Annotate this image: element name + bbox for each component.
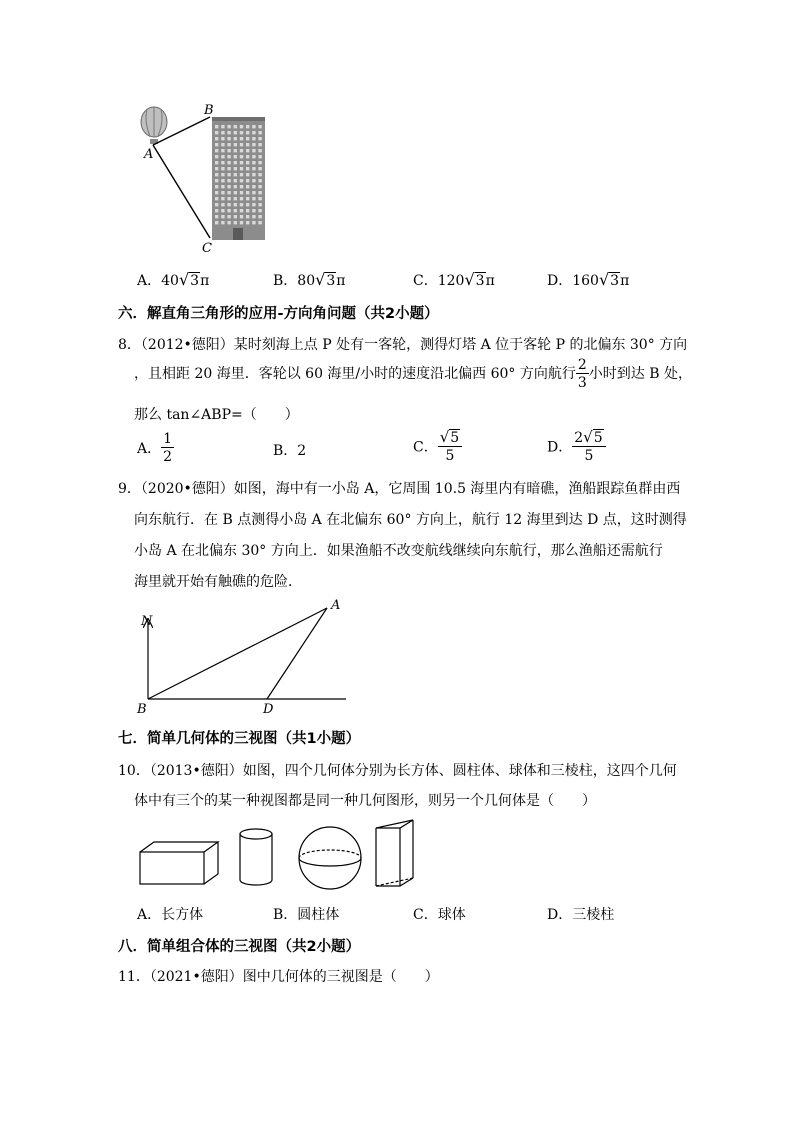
building-window	[215, 209, 218, 212]
building-window	[240, 203, 243, 206]
building-window	[258, 143, 261, 146]
building-window	[252, 191, 255, 194]
q10-line-1: 10．（2013•德阳）如图，四个几何体分别为长方体、圆柱体、球体和三棱柱，这四个几何	[118, 763, 677, 779]
building-window	[246, 197, 249, 200]
building-window	[252, 221, 255, 224]
building-window	[215, 131, 218, 134]
building-window	[252, 167, 255, 170]
building-window	[252, 179, 255, 182]
building-window	[240, 131, 243, 134]
q11-line-1: 11．（2021•德阳）图中几何体的三视图是（ ）	[118, 969, 439, 985]
label-b: B	[204, 103, 214, 118]
building-window	[227, 185, 230, 188]
section-6-heading: 六．解直角三角形的应用-方向角问题（共2小题）	[118, 306, 439, 322]
building-window	[215, 185, 218, 188]
building-window	[252, 197, 255, 200]
q9-line-1: 9．（2020•德阳）如图，海中有一小岛 A，它周围 10.5 海里内有暗礁，渔船跟踪鱼群由西	[118, 481, 681, 497]
building-window	[221, 185, 224, 188]
q8-line-1: 8．（2012•德阳）某时刻海上点 P 处有一客轮，测得灯塔 A 位于客轮 P 的北偏东 30° 方向	[118, 337, 688, 353]
building-window	[240, 155, 243, 158]
building-window	[252, 215, 255, 218]
building-window	[234, 167, 237, 170]
building-window	[240, 161, 243, 164]
q10-option-a[interactable]: A．长方体	[137, 907, 204, 923]
building-window	[258, 215, 261, 218]
building-window	[227, 125, 230, 128]
label-n: N	[141, 614, 153, 629]
building-window	[221, 137, 224, 140]
q10-line-2: 体中有三个的某一种视图都是同一种几何图形，则另一个几何体是（ ）	[134, 793, 596, 809]
building-window	[258, 131, 261, 134]
building-window	[215, 203, 218, 206]
q7-option-b[interactable]: B．80√3π	[273, 270, 346, 289]
building-window	[246, 143, 249, 146]
building-window	[246, 209, 249, 212]
label-a: A	[331, 598, 341, 613]
building-window	[246, 179, 249, 182]
building-window	[221, 173, 224, 176]
building-window	[252, 155, 255, 158]
building-window	[234, 137, 237, 140]
label-c: C	[202, 241, 212, 256]
building-window	[221, 197, 224, 200]
building-window	[240, 179, 243, 182]
q9-line-2: 向东航行．在 B 点测得小岛 A 在北偏东 60° 方向上，航行 12 海里到达 D 点，这时测得	[134, 512, 687, 528]
building-window	[221, 155, 224, 158]
building-window	[240, 143, 243, 146]
building-window	[234, 143, 237, 146]
building-window	[258, 161, 261, 164]
building-window	[246, 125, 249, 128]
q8-line-3: 那么 tan∠ABP=（ ）	[134, 407, 299, 423]
building-window	[240, 209, 243, 212]
building-window	[246, 155, 249, 158]
building-window	[215, 179, 218, 182]
nautical-bearing-figure	[130, 595, 360, 720]
q8-option-d[interactable]: D． $\frac{2√5}{5}$	[547, 430, 606, 463]
building-window	[246, 185, 249, 188]
q8-fraction: $\frac{2}{3}$	[577, 357, 587, 391]
building-window	[215, 125, 218, 128]
building-window	[258, 221, 261, 224]
building-window	[215, 197, 218, 200]
building-window	[221, 161, 224, 164]
balloon-building-figure	[130, 100, 280, 260]
building-window	[221, 209, 224, 212]
q10-option-b[interactable]: B．圆柱体	[273, 907, 340, 923]
building-window	[258, 125, 261, 128]
building-window	[227, 155, 230, 158]
building-window	[246, 221, 249, 224]
building-icon	[212, 117, 265, 240]
building-window	[240, 149, 243, 152]
building-window	[234, 179, 237, 182]
hot-air-balloon-icon	[141, 107, 167, 144]
building-window	[227, 173, 230, 176]
label-a: A	[144, 147, 154, 162]
building-window	[227, 149, 230, 152]
building-window	[221, 215, 224, 218]
building-window	[240, 185, 243, 188]
building-window	[252, 173, 255, 176]
building-window	[221, 191, 224, 194]
building-window	[221, 179, 224, 182]
building-window	[215, 167, 218, 170]
building-window	[258, 137, 261, 140]
building-window	[240, 191, 243, 194]
building-window	[227, 191, 230, 194]
building-window	[258, 191, 261, 194]
section-8-heading: 八．简单组合体的三视图（共2小题）	[118, 939, 361, 955]
building-window	[246, 173, 249, 176]
q8-option-b[interactable]: B．2	[273, 443, 307, 459]
building-window	[234, 215, 237, 218]
building-window	[221, 143, 224, 146]
q7-option-a[interactable]: A．40√3π	[137, 270, 210, 289]
building-window	[234, 221, 237, 224]
building-window	[215, 155, 218, 158]
building-window	[240, 221, 243, 224]
triangular-prism-icon	[376, 820, 413, 886]
building-window	[234, 173, 237, 176]
building-window	[215, 191, 218, 194]
building-window	[246, 161, 249, 164]
q9-line-4: 海里就开始有触礁的危险．	[134, 574, 302, 590]
building-window	[258, 149, 261, 152]
building-window	[234, 197, 237, 200]
building-window	[221, 167, 224, 170]
q8-option-a[interactable]: A． $\frac{1}{2}$	[137, 431, 173, 465]
sphere-icon	[299, 827, 361, 889]
building-window	[246, 149, 249, 152]
q8-option-c[interactable]: C． $\frac{√5}{5}$	[413, 430, 462, 463]
building-window	[221, 203, 224, 206]
building-window	[234, 125, 237, 128]
building-window	[258, 167, 261, 170]
building-window	[227, 179, 230, 182]
building-window	[234, 191, 237, 194]
building-window	[227, 161, 230, 164]
building-window	[234, 203, 237, 206]
building-window	[258, 209, 261, 212]
building-window	[215, 221, 218, 224]
building-window	[215, 137, 218, 140]
building-window	[221, 125, 224, 128]
label-d: D	[263, 702, 274, 717]
building-window	[252, 185, 255, 188]
building-window	[252, 143, 255, 146]
building-window	[246, 203, 249, 206]
building-window	[252, 149, 255, 152]
building-window	[258, 173, 261, 176]
building-window	[252, 161, 255, 164]
building-window	[227, 215, 230, 218]
building-window	[221, 131, 224, 134]
building-window	[252, 131, 255, 134]
q10-option-d[interactable]: D．三棱柱	[547, 907, 615, 923]
section-7-heading: 七．简单几何体的三视图（共1小题）	[118, 731, 361, 747]
building-window	[252, 137, 255, 140]
building-window	[215, 149, 218, 152]
building-window	[246, 191, 249, 194]
building-window	[252, 125, 255, 128]
building-window	[215, 173, 218, 176]
q10-option-c[interactable]: C．球体	[413, 907, 466, 923]
building-window	[227, 167, 230, 170]
building-window	[252, 203, 255, 206]
building-window	[227, 137, 230, 140]
building-window	[246, 137, 249, 140]
building-window	[227, 221, 230, 224]
q8-line-2: ，且相距 20 海里．客轮以 60 海里/小时的速度沿北偏西 60° 方向航行 $\frac{2}{3}$ 小时到达 B 处，	[134, 357, 692, 391]
building-window	[227, 203, 230, 206]
building-window	[215, 161, 218, 164]
cuboid-icon	[140, 842, 218, 884]
building-window	[246, 131, 249, 134]
building-window	[215, 215, 218, 218]
q7-option-d[interactable]: D．160√3π	[547, 270, 630, 289]
building-window	[246, 167, 249, 170]
building-window	[234, 161, 237, 164]
q7-option-c[interactable]: C．120√3π	[413, 270, 495, 289]
building-window	[215, 143, 218, 146]
building-window	[240, 167, 243, 170]
building-window	[234, 131, 237, 134]
building-window	[258, 185, 261, 188]
building-window	[234, 155, 237, 158]
building-window	[227, 143, 230, 146]
building-window	[252, 209, 255, 212]
building-window	[234, 209, 237, 212]
building-window	[227, 197, 230, 200]
building-window	[258, 179, 261, 182]
geometric-solids-figure	[130, 818, 450, 890]
label-b: B	[137, 702, 147, 717]
building-window	[240, 125, 243, 128]
building-window	[240, 173, 243, 176]
building-window	[234, 185, 237, 188]
building-window	[240, 137, 243, 140]
building-window	[234, 149, 237, 152]
building-window	[246, 215, 249, 218]
building-window	[227, 131, 230, 134]
building-window	[227, 209, 230, 212]
building-window	[240, 215, 243, 218]
building-window	[221, 149, 224, 152]
building-window	[258, 155, 261, 158]
cylinder-icon	[240, 829, 272, 885]
building-window	[221, 221, 224, 224]
building-window	[258, 197, 261, 200]
building-window	[258, 203, 261, 206]
building-window	[240, 197, 243, 200]
q9-line-3: 小岛 A 在北偏东 30° 方向上．如果渔船不改变航线继续向东航行，那么渔船还需航行	[134, 543, 663, 559]
